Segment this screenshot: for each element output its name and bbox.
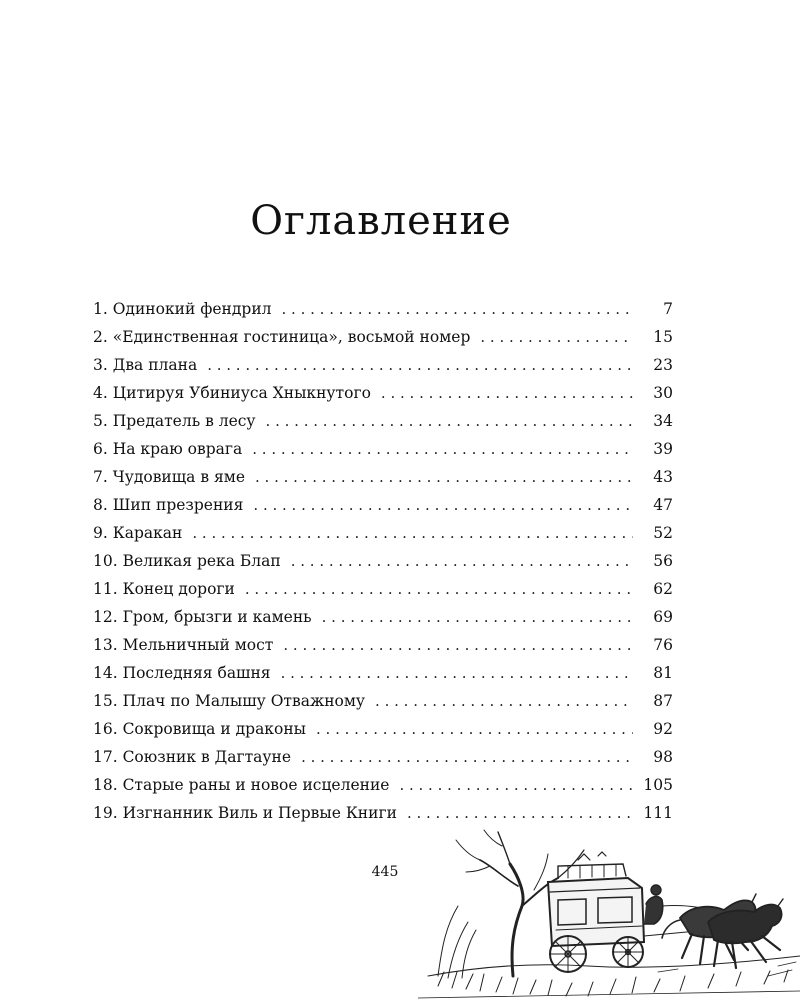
toc-dot-leader bbox=[252, 440, 633, 458]
toc-entry-page: 47 bbox=[653, 496, 673, 514]
toc-entry-page: 7 bbox=[663, 300, 673, 318]
toc-dot-leader bbox=[407, 804, 633, 822]
toc-entry bbox=[93, 776, 673, 804]
toc-entry-title: 7. Чудовища в яме bbox=[93, 468, 245, 486]
toc-entry-page: 81 bbox=[653, 664, 673, 682]
toc-dot-leader bbox=[283, 636, 633, 654]
toc-entry-title: 11. Конец дороги bbox=[93, 580, 235, 598]
toc-entry bbox=[93, 300, 673, 328]
toc-entry-page: 52 bbox=[653, 524, 673, 542]
toc-entry-title: 9. Каракан bbox=[93, 524, 183, 542]
toc-entry bbox=[93, 748, 673, 776]
toc-dot-leader bbox=[399, 776, 633, 794]
toc-dot-leader bbox=[266, 412, 633, 430]
page-number: 445 bbox=[371, 864, 399, 880]
toc-entry-title: 1. Одинокий фендрил bbox=[93, 300, 272, 318]
toc-entry-title: 13. Мельничный мост bbox=[93, 636, 274, 654]
toc-entry-title: 17. Союзник в Дагтауне bbox=[93, 748, 292, 766]
toc-entry-page: 23 bbox=[653, 356, 673, 374]
toc-entry-page: 105 bbox=[643, 776, 673, 794]
toc-entry-page: 39 bbox=[653, 440, 673, 458]
toc-entry-page: 30 bbox=[653, 384, 673, 402]
toc-entry bbox=[93, 356, 673, 384]
toc-entry-title: 10. Великая река Блап bbox=[93, 552, 281, 570]
toc-entry-page: 15 bbox=[653, 328, 673, 346]
toc-dot-leader bbox=[381, 384, 633, 402]
toc-entry-title: 14. Последняя башня bbox=[93, 664, 271, 682]
toc-entry-title: 6. На краю оврага bbox=[93, 440, 243, 458]
toc-entry-title: 5. Предатель в лесу bbox=[93, 412, 256, 430]
toc-entry-title: 16. Сокровища и драконы bbox=[93, 720, 306, 738]
toc-entry bbox=[93, 552, 673, 580]
stagecoach-illustration-icon bbox=[418, 826, 800, 1000]
toc-entry bbox=[93, 580, 673, 608]
toc-dot-leader bbox=[255, 468, 633, 486]
toc-entry-title: 3. Два плана bbox=[93, 356, 198, 374]
toc-entry-page: 56 bbox=[653, 552, 673, 570]
toc-entry-title: 19. Изгнанник Виль и Первые Книги bbox=[93, 804, 397, 822]
toc-entry-page: 92 bbox=[653, 720, 673, 738]
toc-entry-page: 69 bbox=[653, 608, 673, 626]
toc-entry bbox=[93, 468, 673, 496]
toc-entry bbox=[93, 692, 673, 720]
toc-entry bbox=[93, 608, 673, 636]
toc-entry-page: 62 bbox=[653, 580, 673, 598]
toc-entry bbox=[93, 328, 673, 356]
toc-entry bbox=[93, 440, 673, 468]
toc-entry-page: 111 bbox=[643, 804, 673, 822]
toc-dot-leader bbox=[282, 300, 633, 318]
toc-dot-leader bbox=[375, 692, 633, 710]
toc-entry-page: 34 bbox=[653, 412, 673, 430]
toc-entry bbox=[93, 496, 673, 524]
toc-entry bbox=[93, 384, 673, 412]
toc-entry bbox=[93, 720, 673, 748]
toc-dot-leader bbox=[291, 552, 633, 570]
toc-dot-leader bbox=[480, 328, 633, 346]
toc-entry-page: 87 bbox=[653, 692, 673, 710]
toc-entry-page: 98 bbox=[653, 748, 673, 766]
toc-entry-title: 18. Старые раны и новое исцеление bbox=[93, 776, 390, 794]
toc-entry bbox=[93, 664, 673, 692]
toc-entry-title: 12. Гром, брызги и камень bbox=[93, 608, 312, 626]
toc-entry-page: 43 bbox=[653, 468, 673, 486]
toc-entry-title: 8. Шип презрения bbox=[93, 496, 244, 514]
toc-entry bbox=[93, 524, 673, 552]
toc-entry-title: 4. Цитируя Убиниуса Хныкнутого bbox=[93, 384, 371, 402]
toc-dot-leader bbox=[301, 748, 633, 766]
toc-entry bbox=[93, 412, 673, 440]
toc-dot-leader bbox=[281, 664, 633, 682]
toc-entry-title: 15. Плач по Малышу Отважному bbox=[93, 692, 366, 710]
toc-entry-page: 76 bbox=[653, 636, 673, 654]
toc-dot-leader bbox=[253, 496, 633, 514]
page-title: Оглавление bbox=[250, 197, 512, 244]
toc-entry-title: 2. «Единственная гостиница», восьмой номер bbox=[93, 328, 471, 346]
toc-entry bbox=[93, 636, 673, 664]
toc-dot-leader bbox=[245, 580, 633, 598]
toc-dot-leader bbox=[322, 608, 633, 626]
toc-dot-leader bbox=[316, 720, 633, 738]
toc-dot-leader bbox=[207, 356, 633, 374]
table-of-contents bbox=[93, 300, 673, 832]
toc-dot-leader bbox=[192, 524, 633, 542]
